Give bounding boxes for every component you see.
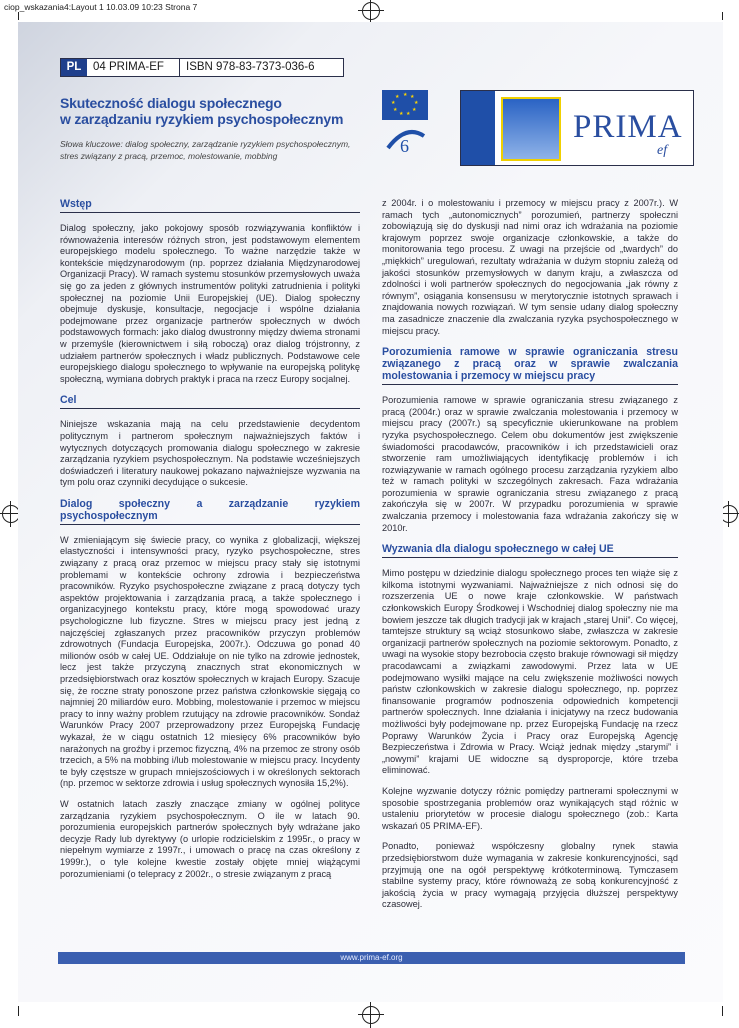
registration-mark-top <box>362 2 380 20</box>
keywords <box>60 138 360 162</box>
eu-flag-icon: ★ ★ ★ ★ ★ ★ ★ ★ ★ <box>382 90 428 120</box>
right-column <box>382 198 678 920</box>
paragraph: W zmieniającym się świecie pracy, co wynika z globalizacji, większej elastyczności i intensywności pracy, ryzyko psychospołeczne, stres związany z pracą oraz przemoc w miejscu pracy stały się istotnymi problemami w kontekście ochrony zdrowia i bezpieczeństwa pracowników. Ryzyko psychospołeczne związane z pracą dotyczy tych aspektów projektowania i zarządzania pracą, a także społecznego i organizacyjnego kontekstu pracy, które mogą spowodować urazy psychologiczne lub fizyczne. Stres w miejscu pracy jest jedną z najczęściej zgłaszanych przez pracowników przyczyn problemów zdrowotnych (Fundacja Europejska, 2007r.). Odczuwa go ponad 40 milionów osób w całej UE. Oddziałuje on nie tylko na zdrowie jednostek, lecz jest także przyczyną znacznych strat ekonomicznych w przedsiębiorstwach oraz kosztów społecznych w krajach Europy. Szacuje się, że roczne straty ponoszone przez państwa członkowskie sięgają co najmniej 20 miliardów euro. Mobbing, molestowanie i przemoc w miejscu pracy to inny ważny problem rzutujący na zdrowie pracowników. Sondaż Warunków Pracy 2007 przeprowadzony przez Europejską Fundację wykazał, że w ciągu ostatnich 12 miesięcy 6% pracowników było narażonych na groźby i przemoc fizyczną, 4% na przemoc ze strony osób trzecich, a 5% na mobbing i/lub molestowanie w miejscu pracy. Incydenty te były częstsze w grupach mniejszościowych i w określonych sektorach (np. przemoc w sektorze zdrowia i usług społecznych wynosiła 15,2%). <box>60 534 360 789</box>
isbn: ISBN 978-83-7373-036-6 <box>186 61 315 73</box>
prima-ef-logo <box>460 90 694 166</box>
prima-ef-word: ef <box>657 143 668 158</box>
logos <box>382 90 702 170</box>
document-code: 04 PRIMA-EF <box>87 59 180 76</box>
crop-mark <box>722 12 723 20</box>
keywords-line-1: Słowa kluczowe: dialog społeczny, zarządzanie ryzykiem psychospołecznym, <box>60 139 351 149</box>
title-line-1: Skuteczność dialogu społecznego <box>60 95 282 111</box>
crop-mark <box>18 12 19 20</box>
paragraph: Ponadto, ponieważ współczesny globalny rynek stawia przedsiębiorstwom duże wymagania w zakresie konkurencyjności, sąd przyjmują one na ogół perspektywę krótkoterminową. Tymczasem stabilne systemy pracy, które równoważą ze sobą konkurencyjność z jakością życia w pracy wymagają przyjęcia dłuższej perspektywy czasowej. <box>382 841 678 910</box>
title-line-2: w zarządzaniu ryzykiem psychospołecznym <box>60 111 344 127</box>
page-title <box>60 95 343 127</box>
prima-stripe-icon <box>461 91 495 165</box>
sixth-framework-logo-icon <box>386 128 426 154</box>
print-slug: ciop_wskazania4:Layout 1 10.03.09 10:23 Strona 7 <box>4 2 198 12</box>
footer-url[interactable]: www.prima-ef.org <box>58 952 685 964</box>
paragraph: Porozumienia ramowe w sprawie ograniczania stresu związanego z pracą (2004r.) oraz w sprawie zwalczania molestowania i przemocy w miejscu pracy (2007r.) są specyficznie ukierunkowane na problem ryzyka psychospołecznego. Celem obu dokumentów jest zwiększenie świadomości pracodawców, pracowników i ich przedstawicieli oraz stworzenie ram umożliwiających identyfikację problemów i ich rozwiązywanie w ramach ogólnego procesu zarządzania ryzykiem albo też w ramach polityki w szczególnych zakresach. Faza wdrażania porozumienia w sprawie ograniczania stresu związanego z pracą zakończyła się w 2007r. W przypadku porozumienia w sprawie zwalczania przemocy i molestowania faza wdrażania zakończy się w 2010r. <box>382 395 678 533</box>
section-heading-wyzwania: Wyzwania dla dialogu społecznego w całej UE <box>382 543 678 558</box>
section-heading-dialog: Dialog społeczny a zarządzanie ryzykiem psychospołecznym <box>60 498 360 525</box>
crop-mark <box>722 1006 723 1016</box>
document-page <box>18 22 723 1002</box>
keywords-line-2: stres związany z pracą, przemoc, molestowanie, mobbing <box>60 151 278 161</box>
left-column <box>60 198 360 889</box>
section-heading-cel: Cel <box>60 394 360 409</box>
paragraph: z 2004r. i o molestowaniu i przemocy w miejscu pracy z 2007r.). W ramach tych „autonomicznych” porozumień, partnerzy społeczni zobowiązują się do dyskusji nad nimi oraz ich wdrażania na poziomie krajowym poprzez swoje organizacje członkowskie, a także do monitorowania tego procesu. Z uwagi na przejście od „twardych” do „miękkich” uregulowań, rezultaty wdrażania w dużym stopniu zależą od jakości stosunków przemysłowych w danym kraju, a zwłaszcza od zdolności i woli partnerów społecznych do negocjowania „jak równy z równym”, osiągania konsensusu w merytorycznie istotnych sprawach i znajdowania nowych rozwiązań. W tym sensie udany dialog społeczny ma zasadnicze znaczenie dla zwalczania ryzyka psychospołecznego w miejscu pracy. <box>382 198 678 336</box>
section-heading-porozumienia: Porozumienia ramowe w sprawie ograniczania stresu związanego z pracą oraz w sprawie zwalczania molestowania i przemocy w miejscu pracy <box>382 346 678 385</box>
paragraph: Niniejsze wskazania mają na celu przedstawienie decydentom politycznym i partnerom społecznym najważniejszych faktów i wytycznych dotyczących promowania dialogu społecznego w zakresie zarządzania ryzykiem psychospołecznym. Na podstawie wcześniejszych doświadczeń i literatury naukowej pokazano najważniejsze wyzwania na tym polu oraz czynniki decydujące o sukcesie. <box>60 419 360 488</box>
paragraph: Kolejne wyzwanie dotyczy różnic pomiędzy partnerami społecznymi w sposobie spostrzegania problemów oraz wynikających stąd różnic w ustaleniu priorytetów w procesie dialogu społecznego (zob.: Karta wskazań 05 PRIMA-EF). <box>382 785 678 831</box>
crop-mark <box>18 1006 19 1016</box>
paragraph: W ostatnich latach zaszły znaczące zmiany w ogólnej polityce zarządzania ryzykiem psychospołecznym. O ile w latach 90. porozumienia europejskich partnerów społecznych były wdrażane jako decyzje Rady lub dyrektywy (o urlopie rodzicielskim z 1995r., o pracy w niepełnym wymiarze z 1997r., i umowach o pracę na czas określony z 1999r.), o tyle kolejne kwestie zostały objęte mniej wiążącymi porozumieniami (o telepracy z 2002r., o stresie związanym z pracą <box>60 798 360 879</box>
registration-mark-bottom <box>362 1006 380 1024</box>
language-badge: PL <box>61 59 87 76</box>
prima-square-icon <box>501 97 561 161</box>
paragraph: Dialog społeczny, jako pokojowy sposób rozwiązywania konfliktów i równoważenia interesów różnych stron, jest podstawowym elementem europejskiego modelu społecznego. To ważne narzędzie także w kontekście międzynarodowym (np. poprzez działania Międzynarodowej Organizacji Pracy). W ramach systemu stosunków przemysłowych uważa się go za jeden z głównych instrumentów polityki zatrudnienia i polityki społecznej na poziomie Unii Europejskiej (UE). Dialog społeczny obejmuje dyskusje, konsultacje, negocjacje i wspólne działania podejmowane przez organizacje partnerów społecznych w dwóch podstawowych formach: jako dialog dwustronny między dwiema stronami w przemyśle (kierownictwem i siłą roboczą) oraz dialog trójstronny, z udziałem partnerów społecznych i władz publicznych. Podstawowe cele europejskiego dialogu społecznego to wpływanie na europejską politykę społeczną, wymiana dobrych praktyk i praca na rzecz Europy socjalnej. <box>60 223 360 384</box>
prima-word: PRIMA <box>573 109 683 145</box>
document-header <box>60 58 344 77</box>
section-heading-wstep: Wstęp <box>60 198 360 213</box>
paragraph: Mimo postępu w dziedzinie dialogu społecznego proces ten wiąże się z kilkoma istotnymi wyzwaniami. Najważniejsze z nich odnosi się do rozszerzenia UE o nowe kraje członkowskie. W państwach członkowskich Europy Środkowej i Wschodniej dialog społeczny nie ma bowiem jeszcze tak długich tradycji jak w krajach „starej Unii”. Co więcej, tamtejsze struktury są wciąż stosunkowo słabe, zwłaszcza w zakresie organizacji partnerów społecznych na poziomie sektorowym. Ponadto, z uwagi na wysokie stopy bezrobocia często brakuje równowagi sił między pracodawcami a związkami zawodowymi. Przez lata w UE podejmowano wysiłki mające na celu zwiększenie możliwości nowych państw członkowskich w zakresie dialogu społecznego, np. poprzez finansowanie programów podnoszenia odpowiednich kompetencji partnerów społecznych. Inne działania i inicjatywy na rzecz budowania możliwości były podejmowane np. przez Europejską Fundację na rzecz Poprawy Warunków Życia i Pracy oraz Europejską Agencję Bezpieczeństwa i Zdrowia w Pracy. Wciąż jednak między „starymi” i „nowymi” krajami UE widoczne są dysproporcje, które trzeba eliminować. <box>382 568 678 776</box>
eu6-text: 6 <box>400 136 409 154</box>
